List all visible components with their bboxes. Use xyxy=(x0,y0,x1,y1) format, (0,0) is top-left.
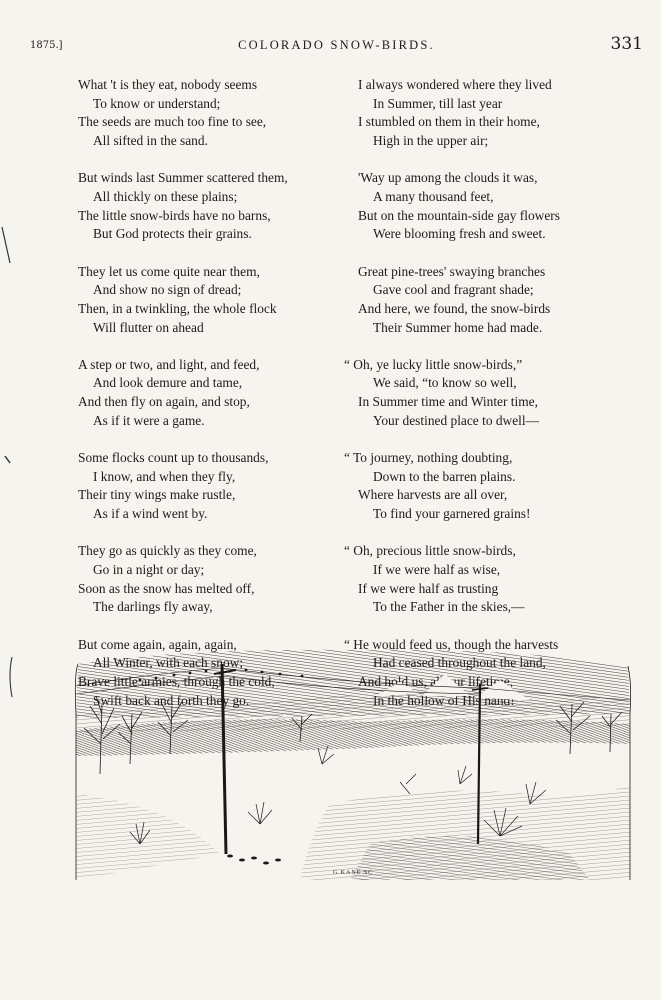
poem-right-column xyxy=(344,76,648,729)
poem-line: I stumbled on them in their home, xyxy=(358,114,540,130)
stanza xyxy=(78,76,348,151)
poem-line: What 't is they eat, nobody seems xyxy=(78,77,258,92)
stanza xyxy=(344,356,648,431)
poem-line: Will flutter on ahead xyxy=(93,319,204,335)
poem-line: Where harvests are all over, xyxy=(358,487,508,503)
poem-line: Their tiny wings make rustle, xyxy=(78,487,236,503)
poem-line: Some flocks count up to thousands, xyxy=(78,450,269,465)
poem-line: Your destined place to dwell— xyxy=(373,412,539,428)
poem-line: And show no sign of dread; xyxy=(93,282,242,298)
stanza xyxy=(78,356,348,431)
stanza xyxy=(344,542,648,617)
poem-line: As if a wind went by. xyxy=(93,506,208,522)
engraver-signature: G.KANE SC xyxy=(332,870,374,876)
poem-line: But winds last Summer scattered them, xyxy=(78,170,288,186)
poem-line: We said, “to know so well, xyxy=(373,375,517,391)
poem-line: All sifted in the sand. xyxy=(93,133,208,149)
poem-line: They go as quickly as they come, xyxy=(78,543,257,559)
poem-line: Down to the barren plains. xyxy=(373,468,516,484)
poem-left-column xyxy=(78,76,348,729)
poem-line: If we were half as trusting xyxy=(358,580,499,596)
poem-line: A step or two, and light, and feed, xyxy=(78,356,260,372)
poem-line: 'Way up among the clouds it was, xyxy=(358,170,538,186)
poem-line: Go in a night or day; xyxy=(93,561,205,577)
poem-line: But come again, again, again, xyxy=(78,636,237,652)
header-year: 1875.] xyxy=(30,40,63,51)
poem-line: And look demure and tame, xyxy=(93,375,243,391)
poem-line: But on the mountain-side gay flowers xyxy=(358,207,560,223)
poem-line: Were blooming fresh and sweet. xyxy=(373,226,546,242)
stanza xyxy=(78,263,348,338)
winter-landscape-engraving xyxy=(70,644,636,880)
poem-line: To find your garnered grains! xyxy=(373,506,531,522)
stanza xyxy=(358,263,648,338)
page-number: 331 xyxy=(610,34,643,54)
poem-line: In Summer time and Winter time, xyxy=(358,394,538,410)
poem-line: They let us come quite near them, xyxy=(78,263,260,279)
margin-mark xyxy=(6,655,18,700)
poem-line: As if it were a game. xyxy=(93,412,205,428)
poem-line: But God protects their grains. xyxy=(93,226,252,242)
poem-line: Gave cool and fragrant shade; xyxy=(373,282,534,298)
poem-line: Soon as the snow has melted off, xyxy=(78,580,255,596)
poem-line: To the Father in the skies,— xyxy=(373,599,525,615)
poem-line: Great pine-trees' swaying branches xyxy=(358,263,546,279)
poem-line: The darlings fly away, xyxy=(93,599,213,615)
poem-line: I know, and when they fly, xyxy=(93,468,236,484)
poem-line: All thickly on these plains; xyxy=(93,188,238,204)
poem-line: “ Oh, ye lucky little snow-birds,” xyxy=(344,356,523,372)
margin-mark xyxy=(4,455,12,465)
stanza xyxy=(344,449,648,524)
stanza xyxy=(78,169,348,244)
poem-line: If we were half as wise, xyxy=(373,561,501,577)
poem-line: High in the upper air; xyxy=(373,133,489,149)
poem-line: In Summer, till last year xyxy=(373,95,503,111)
page-header xyxy=(30,34,643,58)
stanza xyxy=(78,542,348,617)
poem-line: To know or understand; xyxy=(93,95,221,111)
poem-line: And then fly on again, and stop, xyxy=(78,394,250,410)
stanza xyxy=(358,169,648,244)
poem-line: And here, we found, the snow-birds xyxy=(358,300,551,316)
poem-line: “ To journey, nothing doubting, xyxy=(344,450,513,465)
poem-line: The little snow-birds have no barns, xyxy=(78,207,271,223)
stanza xyxy=(78,449,348,524)
poem-line: Then, in a twinkling, the whole flock xyxy=(78,300,277,316)
poem-line: I always wondered where they lived xyxy=(358,77,552,92)
stanza xyxy=(358,76,648,151)
margin-mark xyxy=(0,225,14,265)
running-title: COLORADO SNOW-BIRDS. xyxy=(238,38,435,52)
poem-line: Their Summer home had made. xyxy=(373,319,543,335)
poem-line: A many thousand feet, xyxy=(373,188,494,204)
poem-line: “ He would feed us, though the harvests xyxy=(344,636,559,652)
poem-line: “ Oh, precious little snow-birds, xyxy=(344,543,516,559)
poem-line: The seeds are much too fine to see, xyxy=(78,114,267,130)
